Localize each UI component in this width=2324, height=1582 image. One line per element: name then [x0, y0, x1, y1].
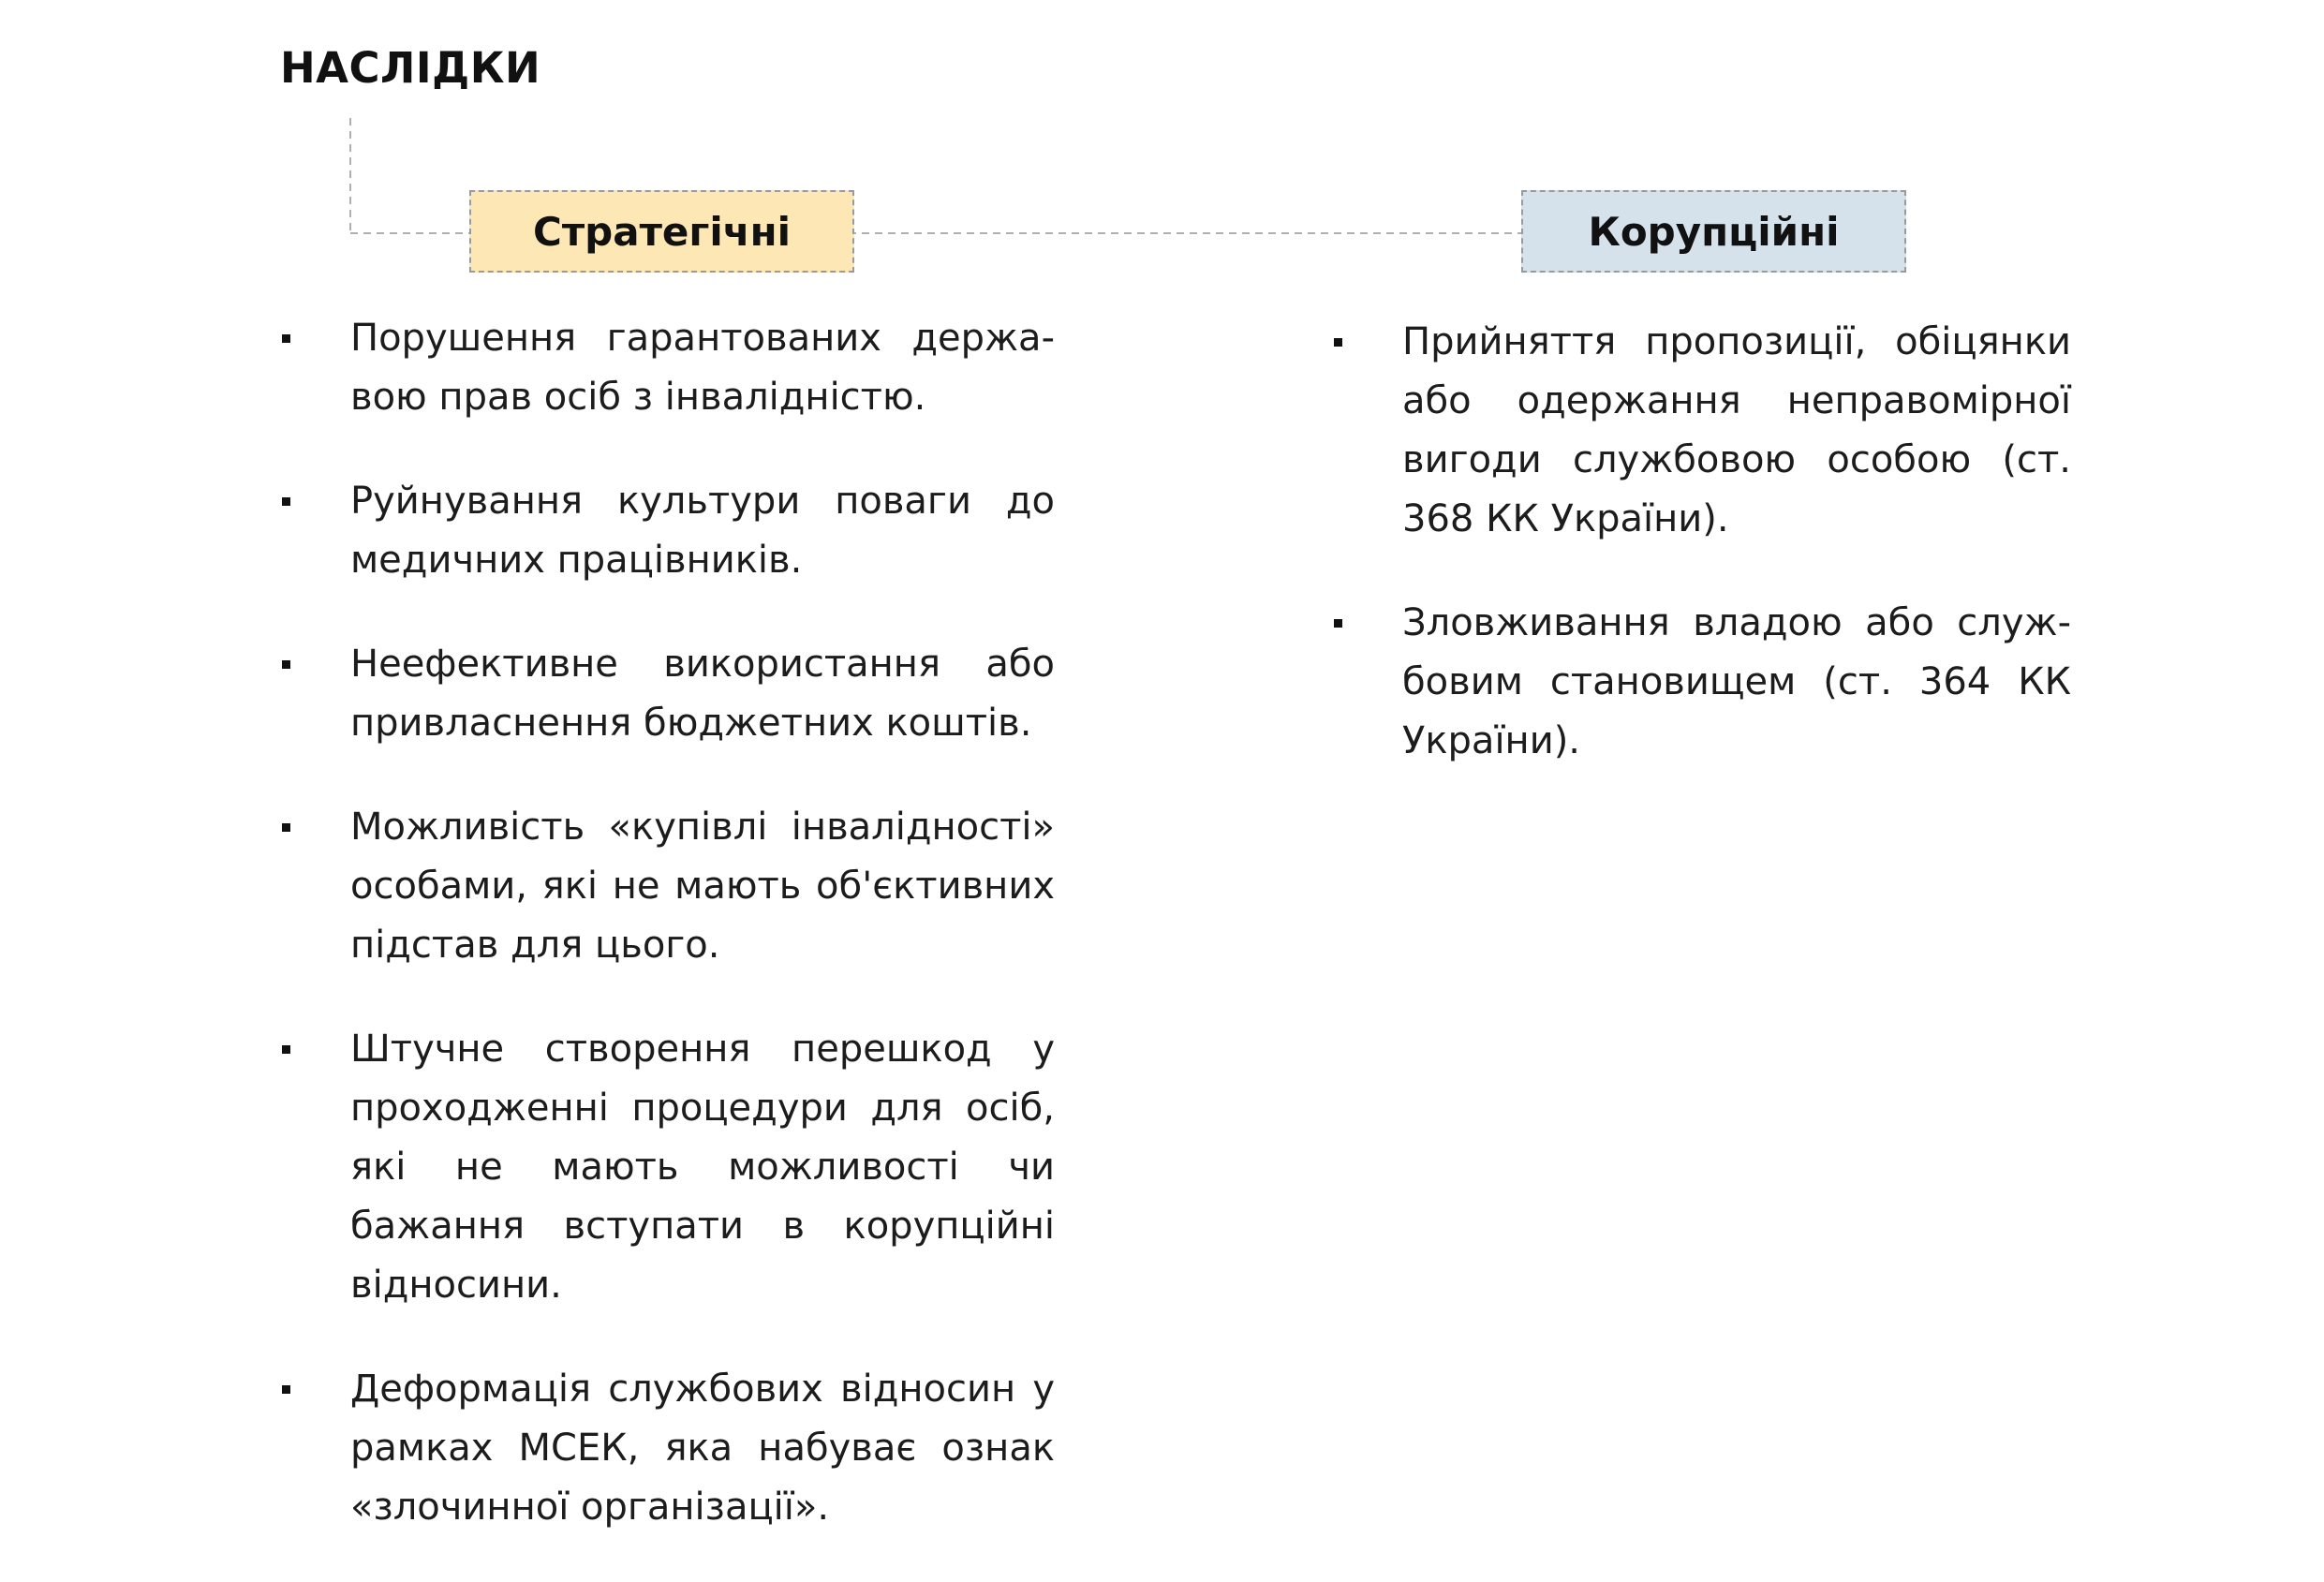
list-item: Зловживання владою або службовим становищем (ст. 364 КК України).	[1331, 594, 2071, 771]
list-item: Деформація службових відносин у рамках МСЕК, яка набуває ознак «злочинної організації».	[279, 1360, 1055, 1537]
strategic-consequences-list	[279, 309, 1055, 1582]
category-box-corruption	[1521, 190, 1906, 273]
list-item: Руйнування культури поваги до медичних працівників.	[279, 472, 1055, 590]
list-item: Можливість «купівлі інвалідності» особами, які не мають об'єктивних підстав для цього.	[279, 798, 1055, 975]
list-item: Штучне створення перешкод у проходженні процедури для осіб, які не мають можливості чи бажання вступати в корупційні відносини.	[279, 1020, 1055, 1315]
list-item: Неефективне використання або привласнення бюджетних коштів.	[279, 635, 1055, 753]
list-item: Порушення гарантованих державою прав осіб з інвалідністю.	[279, 309, 1055, 427]
category-box-strategic	[469, 190, 854, 273]
corruption-consequences-list	[1331, 313, 2071, 816]
list-item: Прийняття пропозиції, обіцянки або одержання неправомірної вигоди службовою особою (ст. 368 КК України).	[1331, 313, 2071, 549]
category-label-corruption: Корупційні	[1588, 208, 1840, 255]
category-label-strategic: Стратегічні	[533, 208, 791, 255]
page-title: НАСЛІДКИ	[280, 43, 541, 93]
